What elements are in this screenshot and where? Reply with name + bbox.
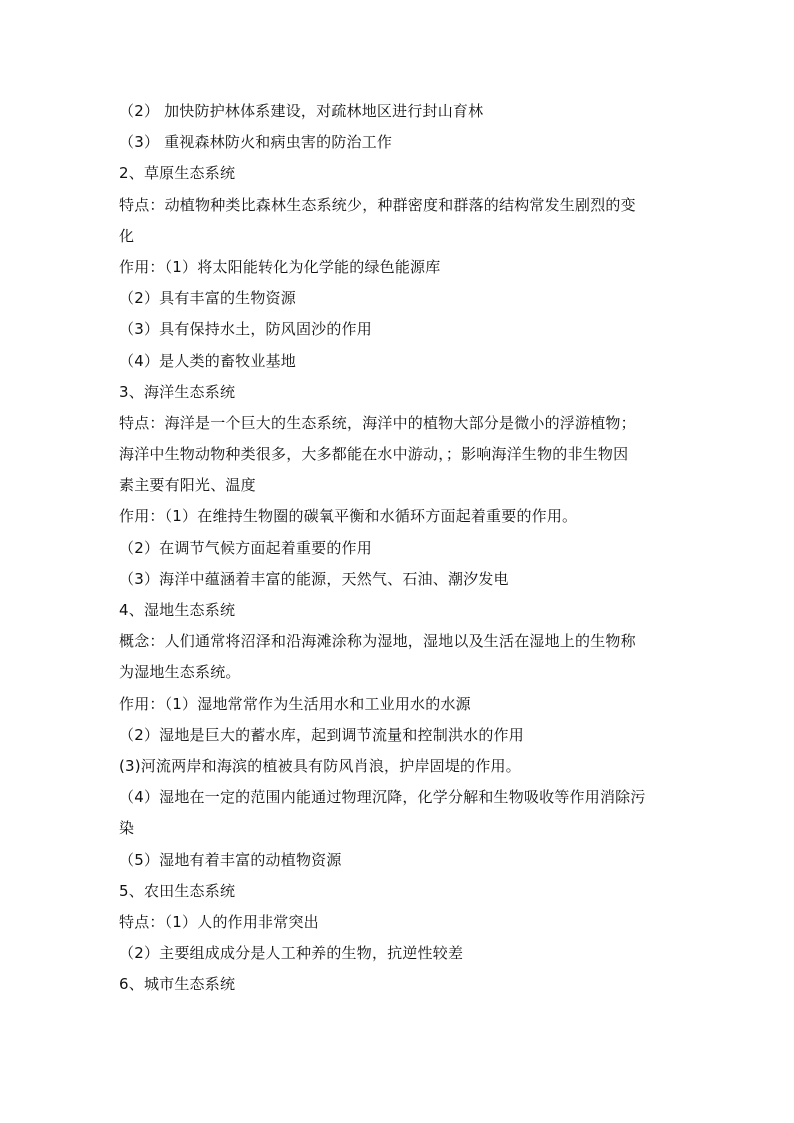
text-line: 特点：海洋是一个巨大的生态系统，海洋中的植物大部分是微小的浮游植物；	[119, 413, 636, 432]
text-line: (3)河流两岸和海滨的植被具有防风肖浪，护岸固堤的作用。	[119, 756, 521, 775]
text-line: （3）海洋中蕴涵着丰富的能源，天然气、石油、潮汐发电	[119, 569, 509, 588]
text-line: 素主要有阳光、温度	[119, 476, 256, 495]
text-line: 染	[119, 819, 135, 838]
section-heading: 5、农田生态系统	[119, 881, 236, 900]
text-line: 特点：（1）人的作用非常突出	[119, 912, 319, 931]
text-line: （2）具有丰富的生物资源	[119, 289, 296, 308]
text-line: 为湿地生态系统。	[119, 663, 241, 682]
text-line: 作用：（1）湿地常常作为生活用水和工业用水的水源	[119, 694, 471, 713]
text-line: 化	[119, 226, 135, 245]
section-heading: 3、海洋生态系统	[119, 382, 236, 401]
text-line: （2）主要组成成分是人工种养的生物，抗逆性较差	[119, 944, 464, 963]
text-line: 作用：（1）将太阳能转化为化学能的绿色能源库	[119, 257, 441, 276]
text-line: （2） 加快防护林体系建设，对疏林地区进行封山育林	[119, 102, 484, 120]
text-line: （5）湿地有着丰富的动植物资源	[119, 850, 342, 869]
text-line: 概念：人们通常将沼泽和沿海滩涂称为湿地，湿地以及生活在湿地上的生物称	[119, 632, 636, 651]
text-line: （2）在调节气候方面起着重要的作用	[119, 538, 372, 557]
text-line: 作用：（1）在维持生物圈的碳氧平衡和水循环方面起着重要的作用。	[119, 507, 578, 526]
text-line: （4）是人类的畜牧业基地	[119, 351, 296, 370]
section-heading: 2、草原生态系统	[119, 164, 236, 183]
section-heading: 4、湿地生态系统	[119, 601, 236, 619]
text-line: 特点：动植物种类比森林生态系统少，种群密度和群落的结构常发生剧烈的变	[119, 195, 636, 214]
text-line: 海洋中生物动物种类很多，大多都能在水中游动，；影响海洋生物的非生物因	[119, 445, 629, 464]
text-line: （3）具有保持水土，防风固沙的作用	[119, 320, 372, 339]
document-body	[119, 96, 699, 1000]
text-line: （2）湿地是巨大的蓄水库，起到调节流量和控制洪水的作用	[119, 725, 524, 744]
text-line: （4）湿地在一定的范围内能通过物理沉降，化学分解和生物吸收等作用消除污	[119, 788, 646, 807]
text-line: （3） 重视森林防火和病虫害的防治工作	[119, 133, 393, 152]
section-heading: 6、城市生态系统	[119, 975, 236, 994]
